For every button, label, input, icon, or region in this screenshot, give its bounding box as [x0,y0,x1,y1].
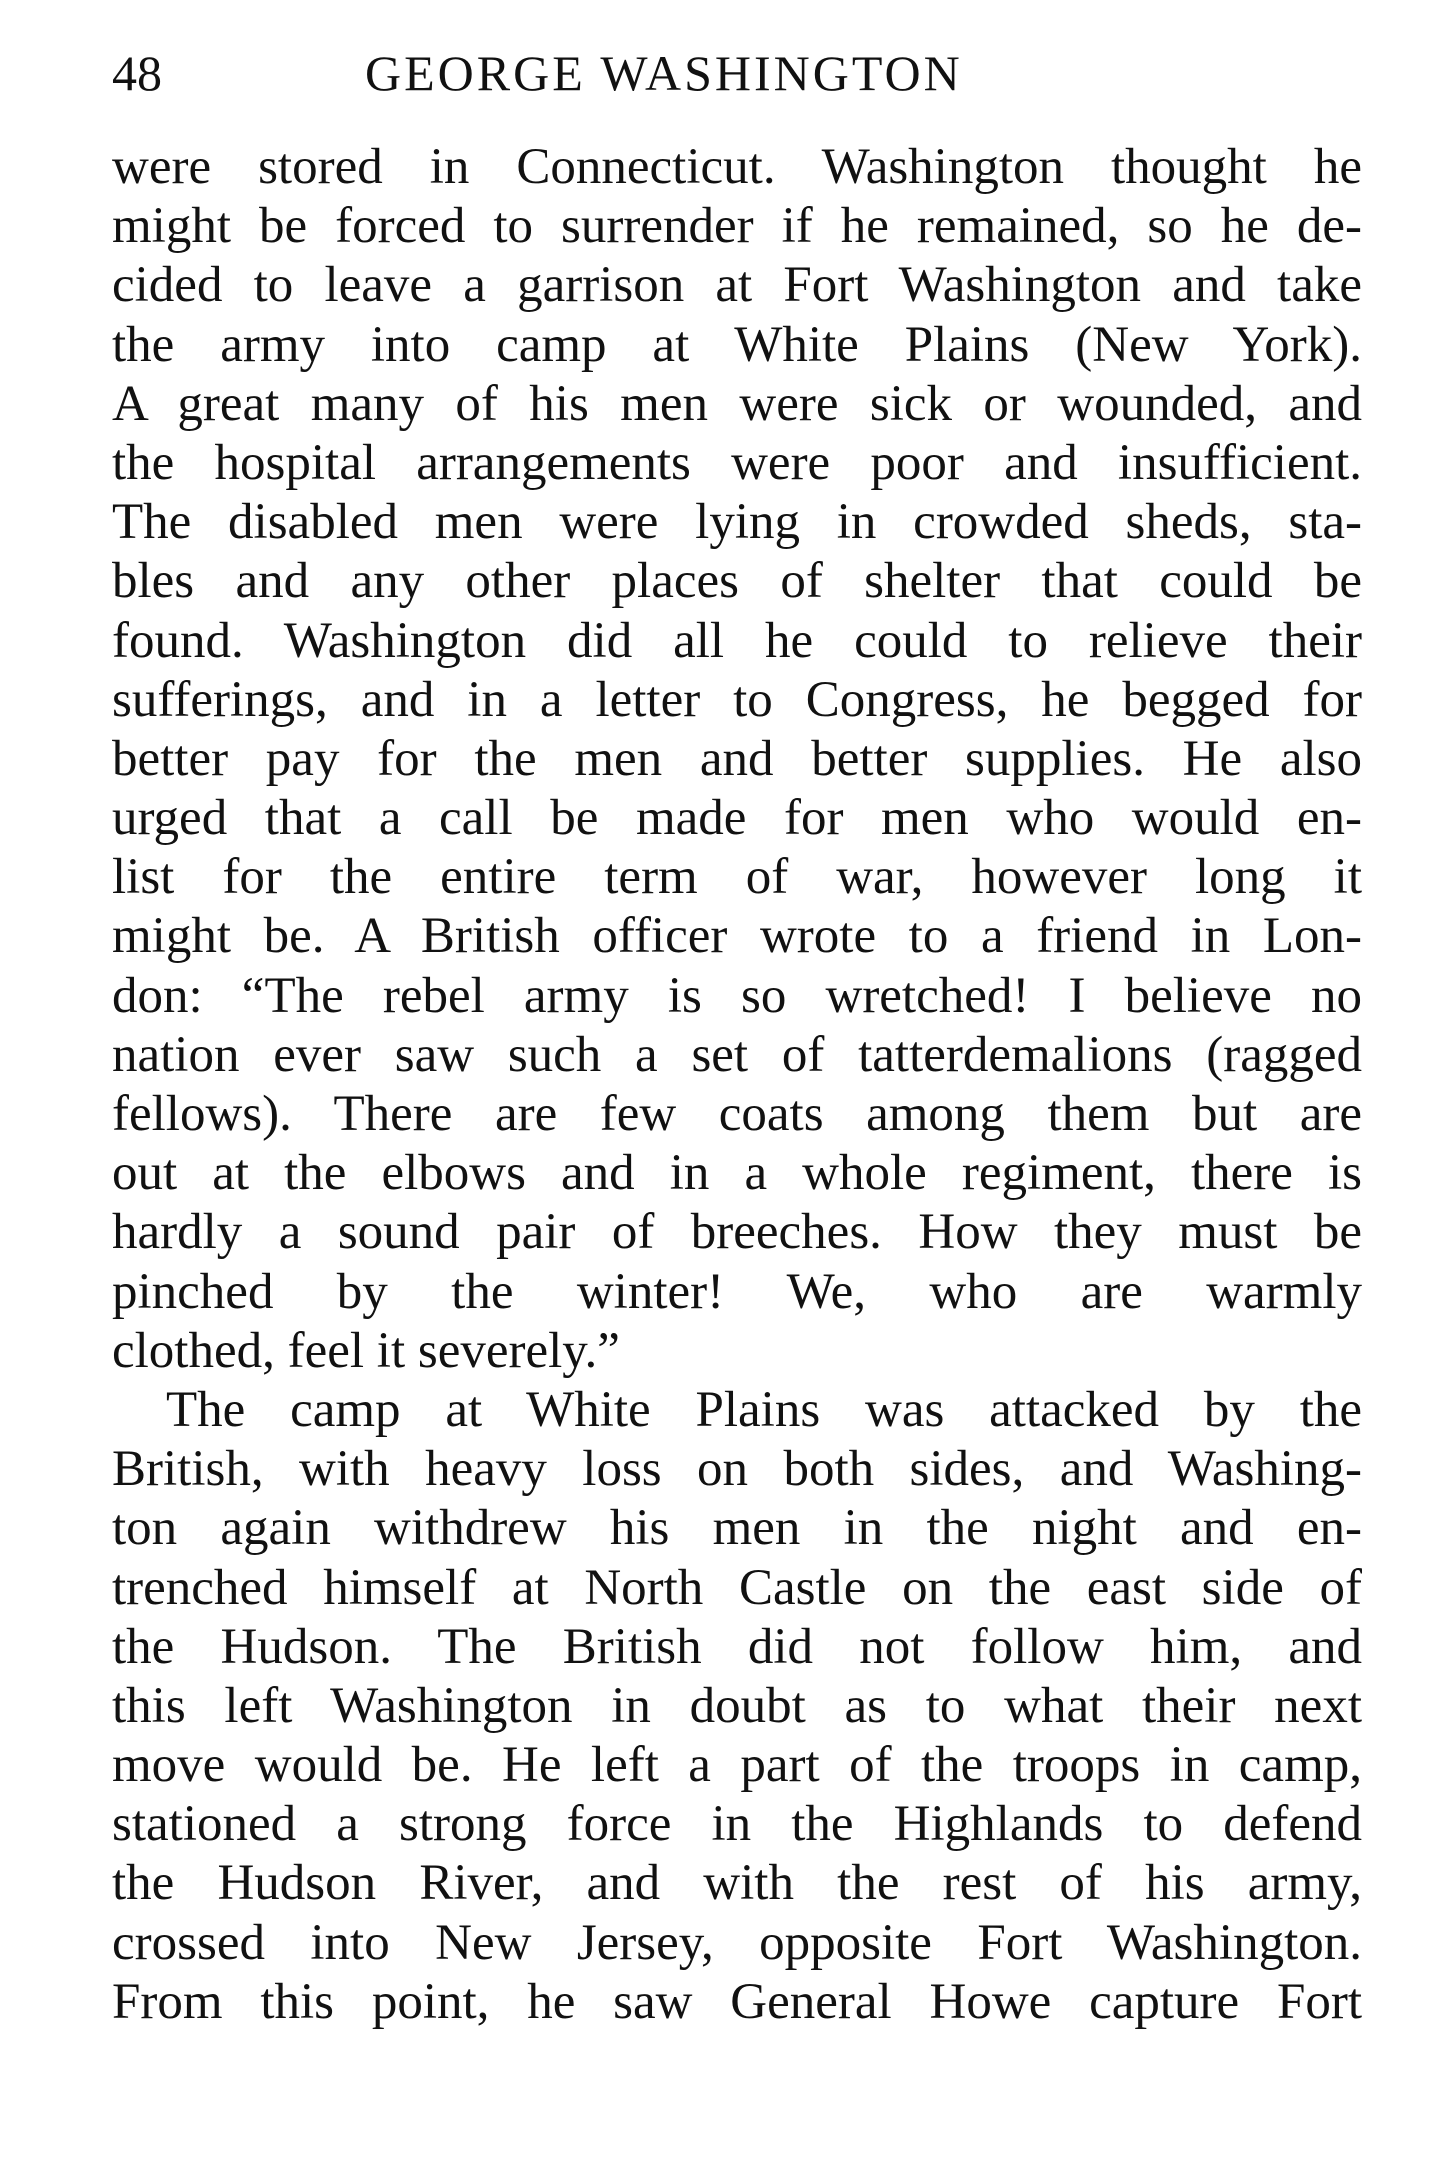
text-line: ton again withdrew his men in the night and en- [112,1500,1362,1557]
paragraph [112,138,1362,1381]
text-line: might be. A British officer wrote to a friend in Lon- [112,908,1362,965]
text-line: clothed, feel it severely.” [112,1322,620,1379]
paragraph [112,1381,1362,2032]
text-line: fellows). There are few coats among them but are [112,1086,1362,1142]
text-line: cided to leave a garrison at Fort Washington and take [112,257,1362,314]
text-line: urged that a call be made for men who would en- [112,790,1362,847]
text-line: the hospital arrangements were poor and insufficient. [112,434,1362,491]
text-line: move would be. He left a part of the troops in camp, [112,1737,1362,1794]
text-line: the Hudson. The British did not follow him, and [112,1618,1362,1675]
body-text [112,138,1362,2032]
running-head: GEORGE WASHINGTON [365,45,963,101]
text-line: don: “The rebel army is so wretched! I believe no [112,967,1362,1024]
text-line: the Hudson River, and with the rest of his army, [112,1855,1362,1912]
text-line: nation ever saw such a set of tatterdemalions (ragged [112,1026,1362,1083]
text-line: out at the elbows and in a whole regiment, there is [112,1145,1362,1202]
text-line: list for the entire term of war, however long it [112,849,1362,906]
page-header [112,38,1362,108]
text-line: trenched himself at North Castle on the east side of [112,1559,1362,1616]
text-line: pinched by the winter! We, who are warmly [112,1263,1362,1320]
text-line: this left Washington in doubt as to what their next [112,1677,1362,1734]
text-line: stationed a strong force in the Highlands to defend [112,1796,1362,1853]
text-line: A great many of his men were sick or wounded, and [112,375,1362,432]
text-line: were stored in Connecticut. Washington thought he [112,139,1362,195]
text-line: hardly a sound pair of breeches. How they must be [112,1204,1362,1261]
text-line: sufferings, and in a letter to Congress, he begged for [112,671,1362,728]
page-number: 48 [112,45,162,101]
text-line: bles and any other places of shelter that could be [112,553,1362,610]
text-line: better pay for the men and better supplies. He also [112,730,1362,787]
text-line: The camp at White Plains was attacked by the [166,1381,1362,1438]
text-line: crossed into New Jersey, opposite Fort Washington. [112,1914,1362,1971]
text-line: the army into camp at White Plains (New York). [112,316,1362,373]
text-line: found. Washington did all he could to relieve their [112,612,1362,669]
text-line: The disabled men were lying in crowded sheds, sta- [112,494,1362,551]
text-line: might be forced to surrender if he remained, so he de- [112,198,1362,255]
text-line: From this point, he saw General Howe capture Fort [112,1973,1362,2030]
text-line: British, with heavy loss on both sides, and Washing- [112,1441,1362,1498]
